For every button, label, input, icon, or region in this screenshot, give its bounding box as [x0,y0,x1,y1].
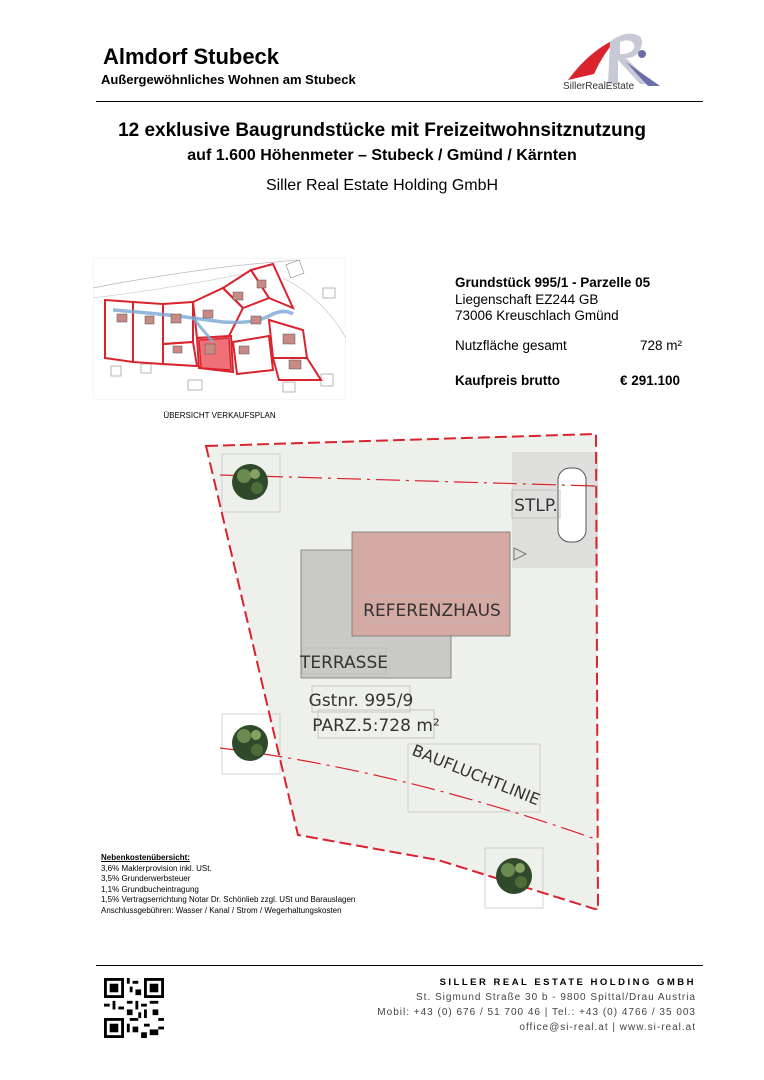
tree-icon [232,725,268,761]
footer-divider [96,965,703,966]
price-label: Kaufpreis brutto [455,373,561,388]
footer-phone: Mobil: +43 (0) 676 / 51 700 46 | Tel.: +43 (0) 4766 / 35 003 [377,1007,696,1018]
costs-item: 3,6% Maklerprovision inkl. USt. [101,863,212,873]
company-name: Siller Real Estate Holding GmbH [265,177,499,194]
page-subtitle: auf 1.600 Höhenmeter – Stubeck / Gmünd / Kärnten [187,147,577,164]
page-title: 12 exklusive Baugrundstücke mit Freizeitwohnsitznutzung [118,120,646,141]
costs-item: 1,5% Vertragserrichtung Notar Dr. Schönlieb zzgl. USt und Barauslagen [101,895,356,904]
costs-item: Anschlussgebühren: Wasser / Kanal / Strom / Wegerhaltungskosten [101,905,342,915]
logo-wordmark: SillerRealEstate [563,81,635,92]
costs-item: 1,1% Grundbucheintragung [101,884,199,894]
property-title: Grundstück 995/1 - Parzelle 05 [455,275,651,290]
tree-icon [496,858,532,894]
tree-icon [232,464,268,500]
price-value: € 291.100 [620,373,681,388]
header-title: Almdorf Stubeck [103,44,280,69]
property-registry: Liegenschaft EZ244 GB [455,292,599,307]
baufluchtlinie-label: BAUFLUCHTLINIE [409,740,543,810]
stlp-label: STLP. [514,496,558,516]
property-location: 73006 Kreuschlach Gmünd [455,308,619,323]
costs-box [101,853,355,916]
overview-caption: ÜBERSICHT VERKAUFSPLAN [163,411,276,420]
costs-heading: Nebenkostenübersicht: [101,853,190,862]
gstnr-label: Gstnr. 995/9 [308,691,414,711]
qr-code-icon[interactable] [104,978,164,1038]
costs-item: 3,5% Grunderwerbsteuer [101,874,191,883]
parcel-area-label: PARZ.5:728 m² [312,716,440,736]
header-divider [96,101,703,102]
footer-web[interactable]: office@si-real.at | www.si-real.at [519,1022,696,1033]
house-label: REFERENZHAUS [363,601,501,621]
footer-address: St. Sigmund Straße 30 b - 9800 Spittal/Drau Austria [415,992,696,1003]
parcel-plan [200,430,600,910]
area-value: 728 m² [640,338,683,353]
footer-company: SILLER REAL ESTATE HOLDING GMBH [439,977,696,988]
terrace-label: TERRASSE [299,653,389,673]
header-subtitle: Außergewöhnliches Wohnen am Stubeck [101,72,356,87]
area-label: Nutzfläche gesamt [455,338,567,353]
overview-site-plan [93,258,346,400]
